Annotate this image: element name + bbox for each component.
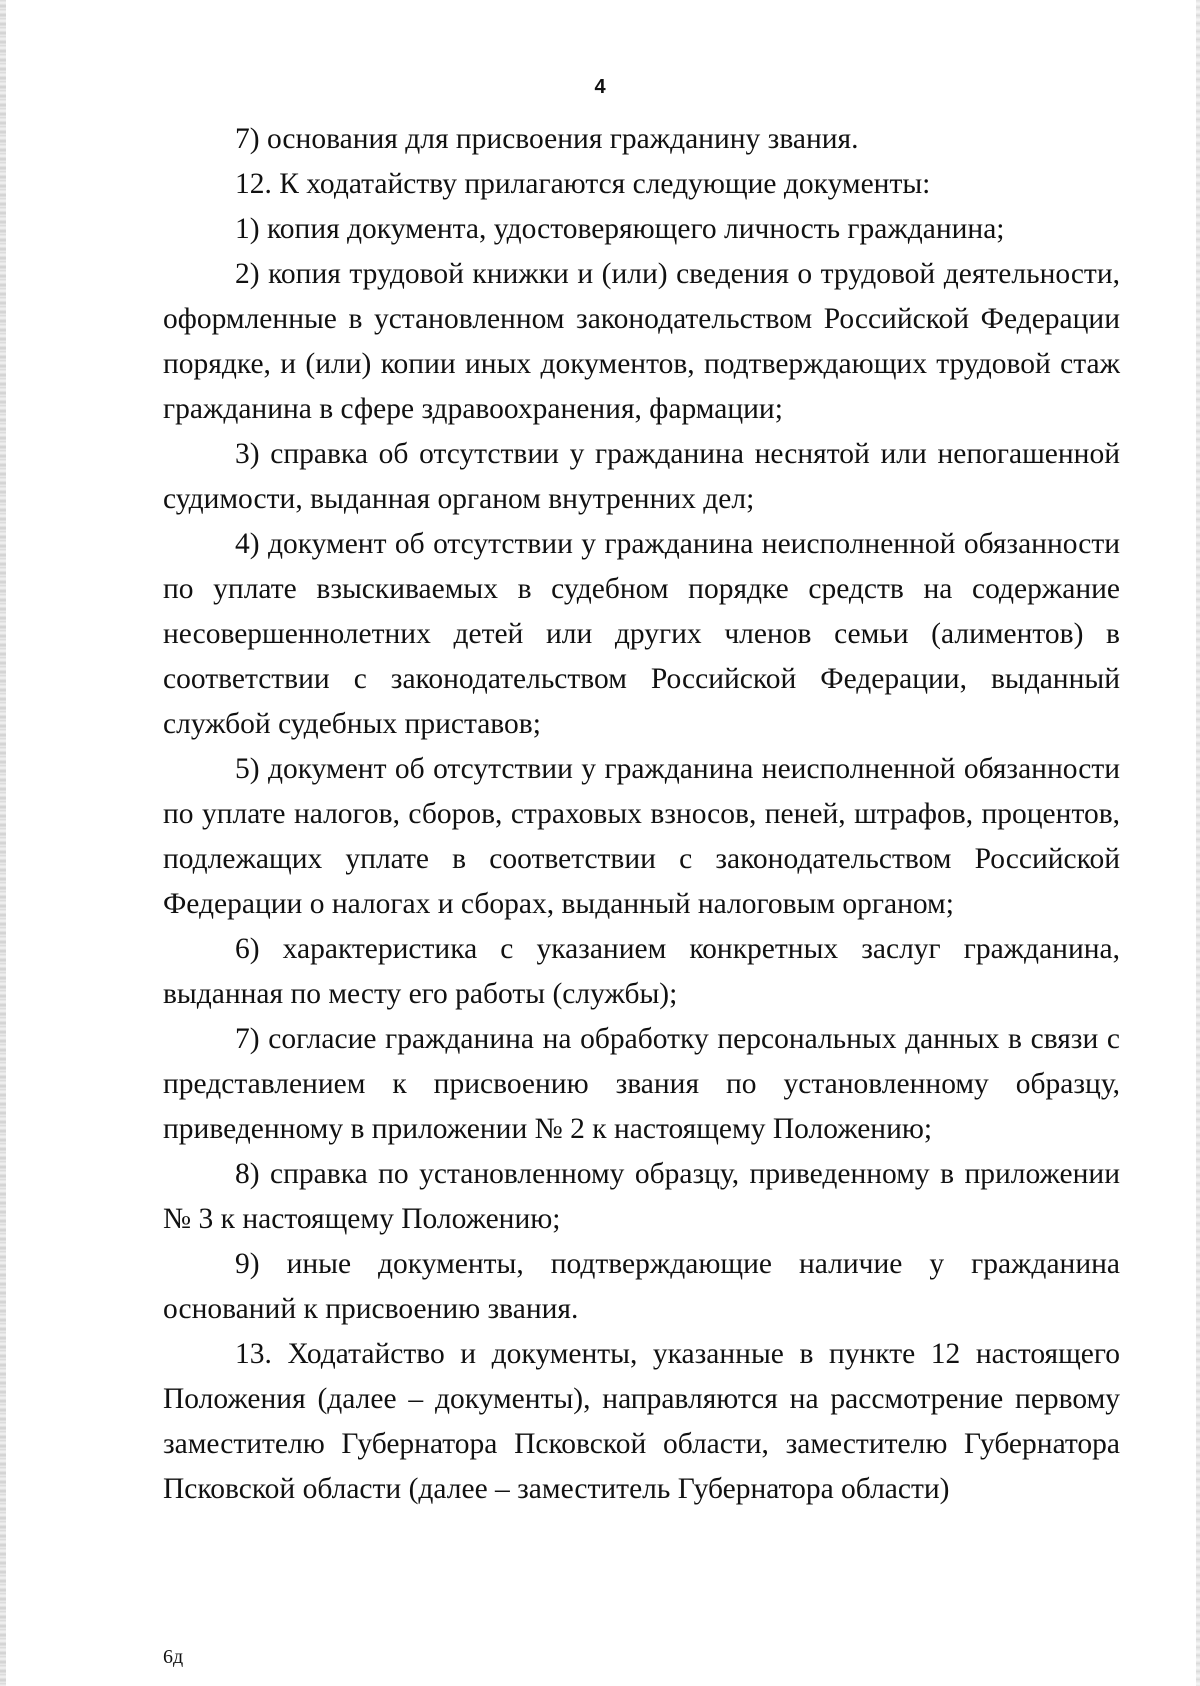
page-number: 4 bbox=[594, 76, 606, 98]
paragraph-clause-12: 12. К ходатайству прилагаются следующие документы: bbox=[235, 168, 931, 200]
paragraph-item-9: 9) иные документы, подтверждающие наличие у гражданина оснований к присвоению звания. bbox=[163, 1248, 1120, 1325]
paragraph-clause-13: 13. Ходатайство и документы, указанные в пункте 12 настоящего Положения (далее – документы), направляются на рассмотрение первому заместителю Губернатора Псковской области, заместителю Губернатора Псковской области (далее – заместитель Губернатора области) bbox=[163, 1338, 1120, 1505]
paragraph-item-7-consent: 7) согласие гражданина на обработку персональных данных в связи с представлением к присвоению звания по установленному образцу, приведенному в приложении № 2 к настоящему Положению; bbox=[163, 1023, 1120, 1145]
paragraph-item-7-grounds: 7) основания для присвоения гражданину звания. bbox=[235, 123, 859, 155]
paragraph-item-1: 1) копия документа, удостоверяющего личность гражданина; bbox=[235, 213, 1005, 245]
paragraph-item-2: 2) копия трудовой книжки и (или) сведения о трудовой деятельности, оформленные в установленном законодательством Российской Федерации порядке, и (или) копии иных документов, подтверждающих трудовой стаж гражданина в сфере здравоохранения, фармации; bbox=[163, 258, 1120, 425]
paragraph-item-4: 4) документ об отсутствии у гражданина неисполненной обязанности по уплате взыскиваемых в судебном порядке средств на содержание несовершеннолетних детей или других членов семьи (алиментов) в соответствии с законодательством Российской Федерации, выданный службой судебных приставов; bbox=[163, 528, 1120, 740]
document-body bbox=[163, 117, 1120, 1512]
paragraph-item-3: 3) справка об отсутствии у гражданина неснятой или непогашенной судимости, выданная органом внутренних дел; bbox=[163, 438, 1120, 515]
paragraph-item-8: 8) справка по установленному образцу, приведенному в приложении № 3 к настоящему Положению; bbox=[163, 1158, 1120, 1235]
scan-edge-right bbox=[1196, 0, 1200, 1686]
paragraph-item-6: 6) характеристика с указанием конкретных заслуг гражданина, выданная по месту его работы (службы); bbox=[163, 933, 1120, 1010]
scan-edge-left bbox=[0, 0, 6, 1686]
paragraph-item-5: 5) документ об отсутствии у гражданина неисполненной обязанности по уплате налогов, сборов, страховых взносов, пеней, штрафов, процентов, подлежащих уплате в соответствии с законодательством Российской Федерации о налогах и сборах, выданный налоговым органом; bbox=[163, 753, 1120, 920]
footer-code: 6д bbox=[163, 1646, 184, 1668]
